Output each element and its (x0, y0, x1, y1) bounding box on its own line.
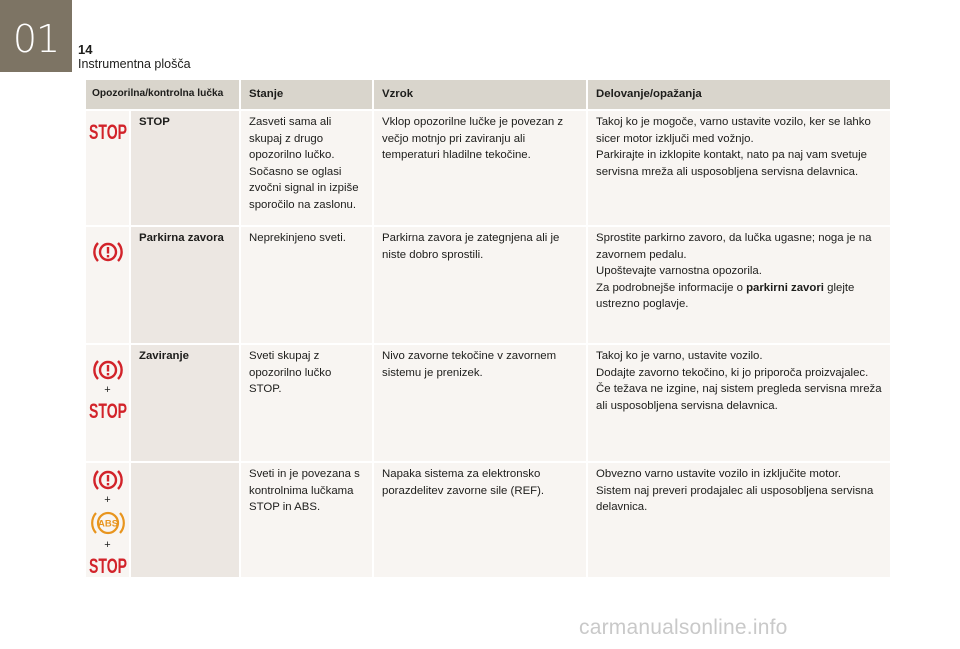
action-line: Upoštevajte varnostna opozorila. (596, 265, 762, 277)
warning-lamps-table (86, 80, 892, 579)
header-action: Delovanje/opažanja (588, 80, 892, 111)
lamp-name: Zaviranje (131, 345, 241, 463)
brake-warning-icon (92, 239, 124, 265)
table-row (86, 227, 892, 345)
brake-warning-icon (92, 467, 124, 493)
action-line: Sistem naj preveri prodajalec ali usposobljena servisna delavnica. (596, 484, 874, 513)
table-header-row (86, 80, 892, 111)
lamp-state: Sveti skupaj z opozorilno lučko STOP. (241, 345, 374, 463)
action-line: Sprostite parkirno zavoro, da lučka ugasne; noga je na zavornem pedalu. (596, 232, 872, 261)
lamp-name: Parkirna zavora (131, 227, 241, 345)
abs-icon (90, 508, 126, 538)
table-row (86, 111, 892, 227)
plus-sign: + (104, 494, 111, 506)
lamp-icon-cell (86, 463, 131, 579)
lamp-icon-cell (86, 345, 131, 463)
header-cause: Vzrok (374, 80, 588, 111)
table-row (86, 345, 892, 463)
lamp-action (588, 463, 892, 579)
lamp-state: Zasveti sama ali skupaj z drugo opozorilno lučko. Sočasno se oglasi zvočni signal in izpiše sporočilo na zaslonu. (241, 111, 374, 227)
svg-text:STOP: STOP (88, 400, 127, 423)
action-line-reference: Za podrobnejše informacije o parkirni zavori glejte ustrezno poglavje. (596, 281, 855, 310)
action-line: Če težava ne izgine, naj sistem pregleda servisna mreža ali usposobljena servisna delavnica. (596, 383, 882, 412)
lamp-cause: Napaka sistema za elektronsko porazdelitev zavorne sile (REF). (374, 463, 588, 579)
action-line: Dodajte zavorno tekočino, ki jo priporoča proizvajalec. (596, 366, 869, 379)
lamp-action (588, 227, 892, 345)
action-line: Obvezno varno ustavite vozilo in izključite motor. (596, 468, 842, 480)
page-title: Instrumentna plošča (78, 57, 191, 71)
lamp-action (588, 345, 892, 463)
lamp-name: STOP (131, 111, 241, 227)
lamp-state: Neprekinjeno sveti. (241, 227, 374, 345)
page-number: 14 (78, 42, 93, 57)
table-row (86, 463, 892, 579)
action-line: Parkirajte in izklopite kontakt, nato pa naj vam svetuje servisna mreža ali usposobljena servisna delavnica. (596, 149, 867, 178)
header-state: Stanje (241, 80, 374, 111)
lamp-state: Sveti in je povezana s kontrolnima lučkama STOP in ABS. (241, 463, 374, 579)
lamp-name (131, 463, 241, 579)
lamp-cause: Parkirna zavora je zategnjena ali je niste dobro sprostili. (374, 227, 588, 345)
svg-text:STOP: STOP (88, 121, 127, 144)
svg-text:STOP: STOP (88, 555, 127, 578)
lamp-cause: Nivo zavorne tekočine v zavornem sistemu je prenizek. (374, 345, 588, 463)
plus-sign: + (104, 384, 111, 396)
lamp-cause: Vklop opozorilne lučke je povezan z večjo motnjo pri zaviranju ali temperaturi hladilne tekočine. (374, 111, 588, 227)
chapter-tab: 01 (0, 0, 72, 72)
stop-icon (88, 398, 128, 422)
stop-icon (88, 553, 128, 577)
action-line: Takoj ko je mogoče, varno ustavite vozilo, ker se lahko sicer motor izključi med vožnjo. (596, 116, 871, 145)
svg-text:ABS: ABS (97, 518, 118, 530)
lamp-action (588, 111, 892, 227)
stop-icon (88, 119, 128, 143)
action-line: Takoj ko je varno, ustavite vozilo. (596, 350, 763, 362)
plus-sign: + (104, 539, 111, 551)
header-lamp: Opozorilna/kontrolna lučka (86, 80, 241, 111)
keyword-parking-brake: parkirni zavori (746, 281, 824, 294)
watermark: carmanualsonline.info (579, 616, 788, 639)
lamp-icon-cell (86, 111, 131, 227)
lamp-icon-cell (86, 227, 131, 345)
brake-warning-icon (92, 357, 124, 383)
